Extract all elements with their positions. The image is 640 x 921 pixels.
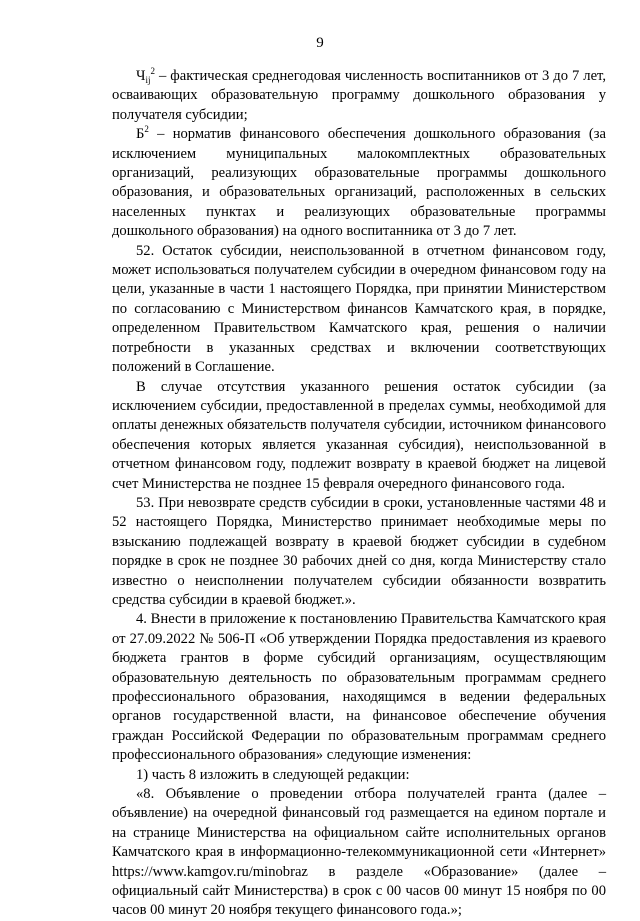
variable-superscript: 2 xyxy=(150,66,156,76)
paragraph-item-4: 4. Внести в приложение к постановлению Правительства Камчатского края от 27.09.2022 № 506-П «Об утверждении Порядка предоставления из краевого бюджета грантов в форме субсидий организациям, осуществляющим образовательную деятельность по образовательным программам среднего профессионального образования, находящимся в ведении федеральных органов государственной власти, на финансовое обеспечение обучения граждан Российской Федерации по образовательным программам среднего профессионального образования» следующие изменения: xyxy=(112,611,606,764)
variable-definition: – фактическая среднегодовая численность воспитанников от 3 до 7 лет, осваивающих образовательную программу дошкольного образования у получателя субсидии; xyxy=(112,68,606,123)
paragraph-variable-ch xyxy=(112,67,606,125)
paragraph-52-continued: В случае отсутствия указанного решения остаток субсидии (за исключением субсидии, предоставленной в пределах суммы, необходимой для оплаты денежных обязательств получателя субсидии, источником финансового обеспечения которых является указанная субсидия), неиспользованной в отчетном финансовом году, подлежит возврату в краевой бюджет на лицевой счет Министерства не позднее 15 февраля очередного финансового года. xyxy=(112,378,606,492)
paragraph-52: 52. Остаток субсидии, неиспользованной в отчетном финансовом году, может использоваться получателем субсидии в очередном финансовом году на цели, указанные в части 1 настоящего Порядка, при принятии Министерством по согласованию с Министерством финансов Камчатского края, в порядке, определенном Правительством Камчатского края, решения о наличии потребности в указанных средствах и включении соответствующих положений в Соглашение. xyxy=(112,242,606,376)
variable-superscript: 2 xyxy=(144,124,149,135)
paragraph-subitem-1: 1) часть 8 изложить в следующей редакции: xyxy=(136,766,410,783)
variable-subscript: ij xyxy=(145,75,151,85)
paragraph-variable-b xyxy=(112,125,606,241)
variable-symbol: Б xyxy=(136,126,145,143)
variable-symbol: Ч xyxy=(136,68,146,84)
document-body xyxy=(112,67,606,921)
paragraph-part-8: «8. Объявление о проведении отбора получателей гранта (далее – объявление) на очередной финансовый год размещается на едином портале и на странице Министерства на официальном сайте исполнительных органов Камчатского края в информационно-телекоммуникационной сети «Интернет» https://www.kamgov.ru/minobraz в разделе «Образование» (далее – официальный сайт Министерства) в срок с 00 часов 00 минут 15 ноября по 00 часов 00 минут 20 ноября текущего финансового года.»; xyxy=(112,786,606,919)
page-number: 9 xyxy=(316,35,324,51)
variable-definition: – норматив финансового обеспечения дошкольного образования (за исключением муниципальных малокомплектных образовательных организаций, реализующих образовательные программы дошкольного образования, и образовательных организаций, расположенных в сельских населенных пунктах и реализующих образовательные программы дошкольного образования) на одного воспитанника от 3 до 7 лет. xyxy=(112,126,606,240)
paragraph-53: 53. При невозврате средств субсидии в сроки, установленные частями 48 и 52 настоящего Порядка, Министерство принимает необходимые меры по взысканию подлежащей возврату в краевой бюджет субсидии в судебном порядке в срок не позднее 30 рабочих дней со дня, когда Министерству стало известно о неисполнении получателем субсидии обязанности возвратить средства субсидии в краевой бюджет.». xyxy=(112,494,606,608)
